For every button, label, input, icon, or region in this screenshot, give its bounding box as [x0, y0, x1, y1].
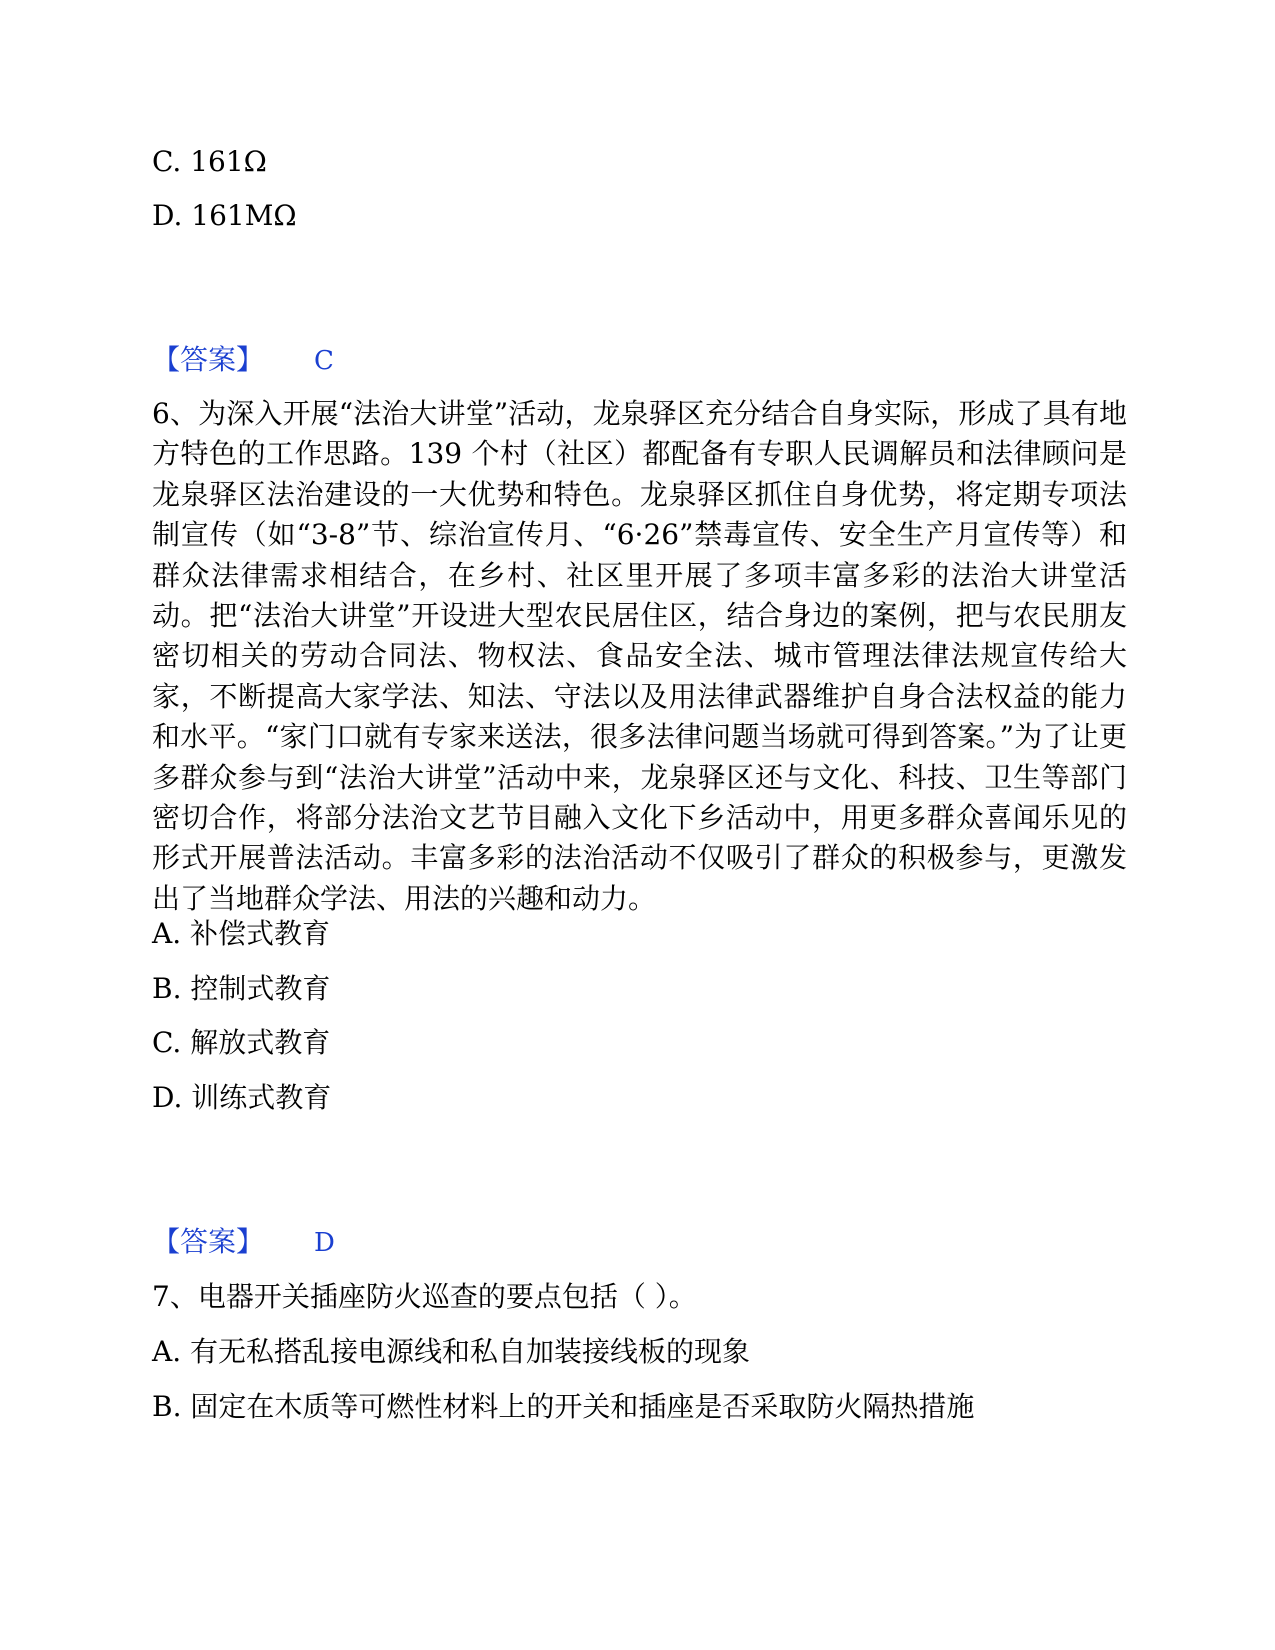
q6-option-a: A. 补偿式教育	[152, 917, 331, 950]
q6-option-d: D. 训练式教育	[152, 1081, 332, 1114]
answer-tag: 【答案】	[152, 343, 265, 376]
q6-option-c: C. 解放式教育	[152, 1026, 331, 1059]
option-c: C. 161Ω	[152, 145, 267, 178]
question-6-stem: 6、为深入开展“法治大讲堂”活动，龙泉驿区充分结合自身实际，形成了具有地方特色的工作思路。139 个村（社区）都配备有专职人民调解员和法律顾问是龙泉驿区法治建设的一大优势和特色。龙泉驿区抓住自身优势，将定期专项法制宣传（如“3-8”节、综治宣传月、“6·26”禁毒宣传、安全生产月宣传等）和群众法律需求相结合，在乡村、社区里开展了多项丰富多彩的法治大讲堂活动。把“法治大讲堂”开设进大型农民居住区，结合身边的案例，把与农民朋友密切相关的劳动合同法、物权法、食品安全法、城市管理法律法规宣传给大家，不断提高大家学法、知法、守法以及用法律武器维护自身合法权益的能力和水平。“家门口就有专家来送法，很多法律问题当场就可得到答案。”为了让更多群众参与到“法治大讲堂”活动中来，龙泉驿区还与文化、科技、卫生等部门密切合作，将部分法治文艺节目融入文化下乡活动中，用更多群众喜闻乐见的形式开展普法活动。丰富多彩的法治活动不仅吸引了群众的积极参与，更激发出了当地群众学法、用法的兴趣和动力。	[152, 397, 1127, 915]
option-d: D. 161MΩ	[152, 199, 297, 232]
answer-value: D	[314, 1228, 335, 1258]
answer-tag: 【答案】	[152, 1225, 265, 1258]
answer-line	[152, 340, 334, 381]
q6-answer-line	[152, 1222, 335, 1263]
q6-option-b: B. 控制式教育	[152, 972, 331, 1005]
answer-value: C	[314, 346, 334, 376]
q7-option-a: A. 有无私搭乱接电源线和私自加装接线板的现象	[152, 1335, 751, 1368]
q7-option-b: B. 固定在木质等可燃性材料上的开关和插座是否采取防火隔热措施	[152, 1390, 975, 1423]
question-7-stem: 7、电器开关插座防火巡查的要点包括（ ）。	[152, 1280, 697, 1313]
